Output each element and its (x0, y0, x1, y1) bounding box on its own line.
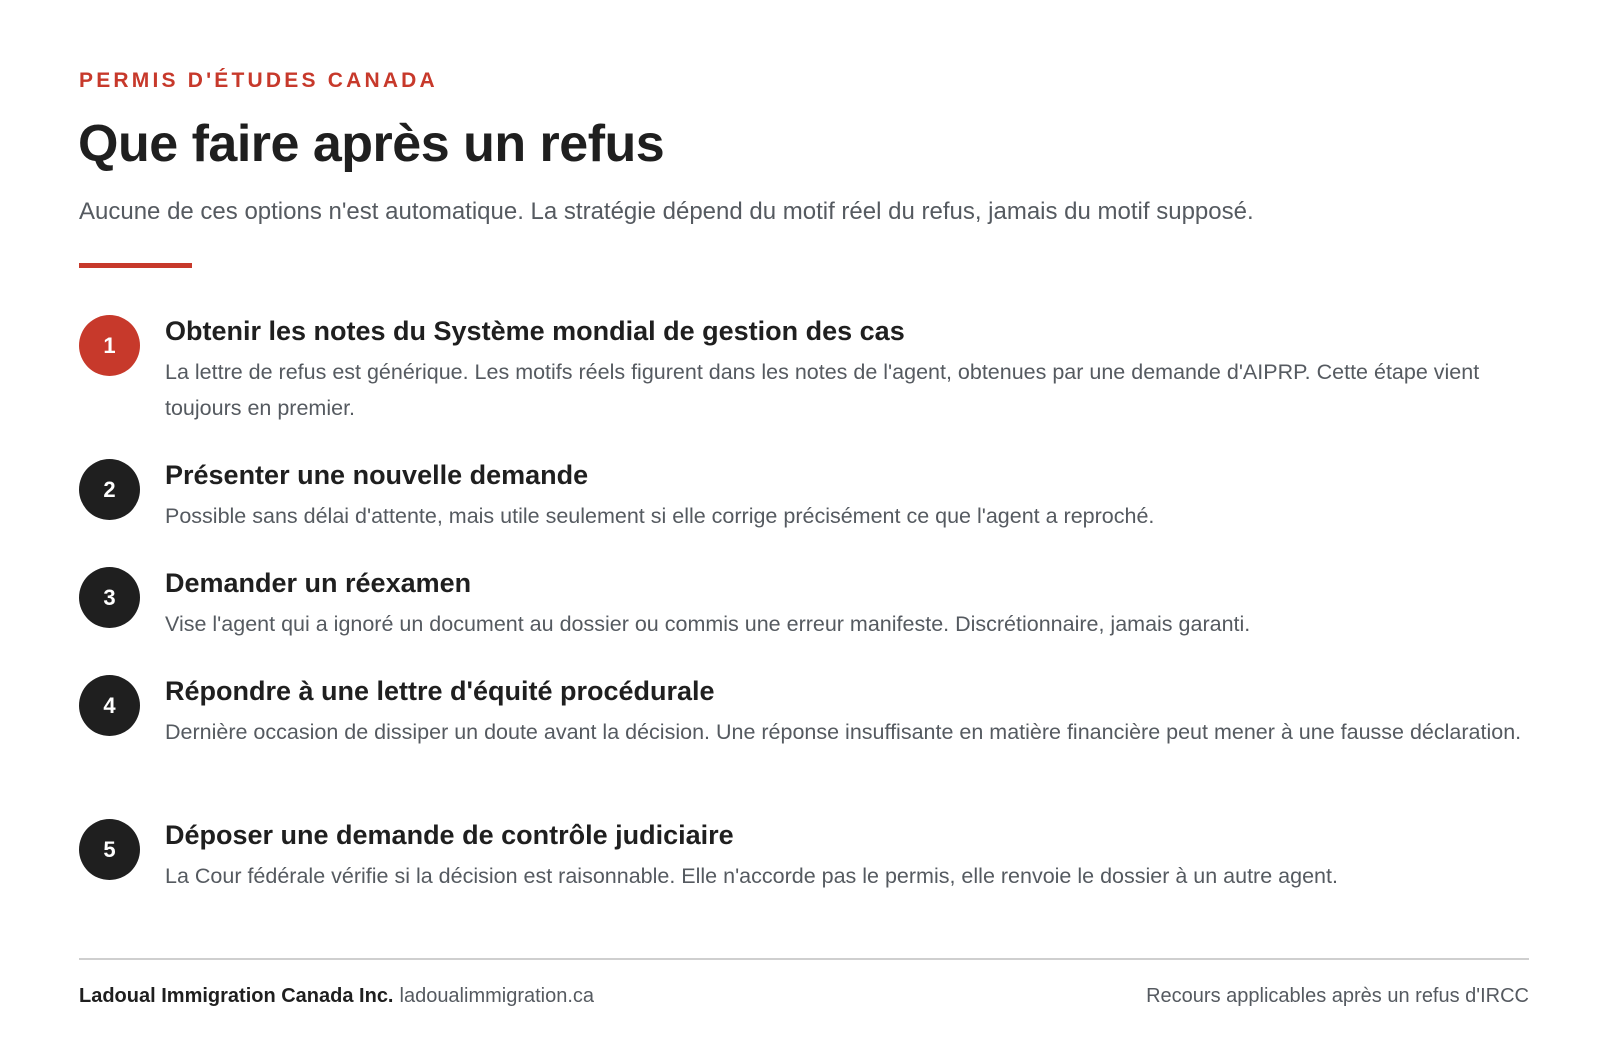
step-item (79, 457, 1529, 565)
step-number-badge: 4 (79, 675, 140, 736)
step-title: Répondre à une lettre d'équité procédurale (165, 676, 715, 706)
steps-list (79, 313, 1529, 925)
step-description: Dernière occasion de dissiper un doute avant la décision. Une réponse insuffisante en matière financière peut mener à une fausse déclaration. (165, 720, 1522, 744)
step-description: La Cour fédérale vérifie si la décision est raisonnable. Elle n'accorde pas le permis, elle renvoie le dossier à un autre agent. (165, 864, 1338, 888)
footer-branding (79, 985, 594, 1008)
footer (79, 985, 1529, 1008)
step-item (79, 673, 1529, 817)
footer-divider (79, 958, 1529, 960)
step-title: Déposer une demande de contrôle judiciaire (165, 820, 734, 850)
step-description: La lettre de refus est générique. Les motifs réels figurent dans les notes de l'agent, obtenues par une demande d'AIPRP. Cette étape vient toujours en premier. (165, 360, 1480, 420)
step-item (79, 817, 1529, 925)
page-subtitle: Aucune de ces options n'est automatique. La stratégie dépend du motif réel du refus, jamais du motif supposé. (79, 198, 1254, 225)
footer-note: Recours applicables après un refus d'IRCC (1146, 985, 1529, 1007)
company-website: ladoualimmigration.ca (399, 985, 595, 1007)
step-number-badge: 5 (79, 819, 140, 880)
step-number-badge: 3 (79, 567, 140, 628)
step-description: Vise l'agent qui a ignoré un document au dossier ou commis une erreur manifeste. Discrétionnaire, jamais garanti. (165, 612, 1251, 636)
step-title: Obtenir les notes du Système mondial de gestion des cas (165, 316, 905, 346)
page-title: Que faire après un refus (78, 115, 665, 173)
step-title: Présenter une nouvelle demande (165, 460, 589, 490)
step-number-badge: 1 (79, 315, 140, 376)
step-title: Demander un réexamen (165, 568, 472, 598)
step-item (79, 565, 1529, 673)
eyebrow-label: PERMIS D'ÉTUDES CANADA (79, 69, 438, 92)
step-item (79, 313, 1529, 457)
step-description: Possible sans délai d'attente, mais utile seulement si elle corrige précisément ce que l'agent a reproché. (165, 504, 1155, 528)
accent-divider (79, 263, 192, 268)
step-number-badge: 2 (79, 459, 140, 520)
company-name: Ladoual Immigration Canada Inc. (79, 985, 394, 1007)
